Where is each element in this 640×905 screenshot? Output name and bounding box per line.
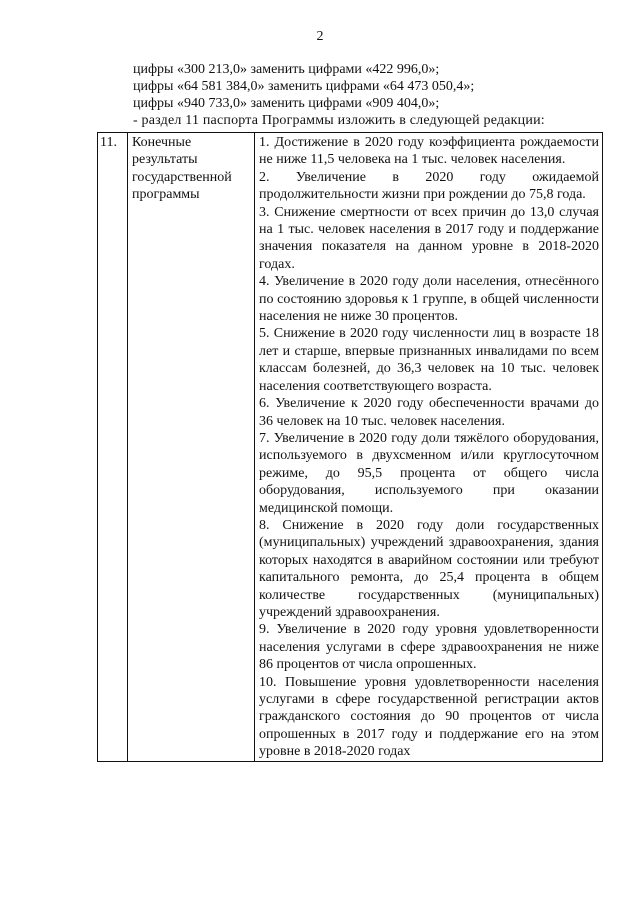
row-number: 11. <box>100 135 117 150</box>
indicator-item: 7. Увеличение в 2020 году доли тяжёлого оборудования, используемого в двухсменном и/или круглосуточном режиме, до 95,5 процента от общего числа оборудования, используемого при оказании медицинской помощи. <box>259 430 599 516</box>
section-name: Конечные результаты государственной программы <box>132 135 232 203</box>
indicator-item: 5. Снижение в 2020 году численности лиц в возрасте 18 лет и старше, впервые признанных инвалидами по всем классам болезней, до 36,3 человек на 10 тыс. человек населения соответствующего возраста. <box>259 326 599 394</box>
amendment-line: цифры «300 213,0» заменить цифрами «422 996,0»; <box>133 62 440 77</box>
program-passport-table <box>97 132 603 762</box>
indicator-item: 2. Увеличение в 2020 году ожидаемой продолжительности жизни при рождении до 75,8 года. <box>259 169 599 203</box>
indicator-item: 6. Увеличение к 2020 году обеспеченности врачами до 36 человек на 10 тыс. человек населения. <box>259 396 599 429</box>
amendment-line: цифры «64 581 384,0» заменить цифрами «64 473 050,4»; <box>133 79 475 94</box>
indicator-item: 3. Снижение смертности от всех причин до 13,0 случая на 1 тыс. человек населения в 2017 году и поддержание значения показателя на данном уровне в 2018-2020 годах. <box>259 204 599 272</box>
section-name-cell <box>128 133 255 762</box>
indicators-cell <box>255 133 603 762</box>
indicator-item: 8. Снижение в 2020 году доли государственных (муниципальных) учреждений здравоохранения, здания которых находятся в аварийном состоянии или требуют капитального ремонта, до 25,4 процента в общем количестве государственных (муниципальных) учреждений здравоохранения. <box>259 517 599 620</box>
row-number-cell <box>98 133 128 762</box>
indicator-item: 10. Повышение уровня удовлетворенности населения услугами в сфере государственной регистрации актов гражданского состояния до 90 процентов от числа опрошенных в 2017 году и поддержание его на этом уровне в 2018-2020 годах <box>259 674 599 760</box>
indicator-item: 1. Достижение в 2020 году коэффициента рождаемости не ниже 11,5 человека на 1 тыс. человек населения. <box>259 135 599 168</box>
amendment-text <box>133 61 603 129</box>
amendment-line: цифры «940 733,0» заменить цифрами «909 404,0»; <box>133 96 440 111</box>
indicator-item: 4. Увеличение в 2020 году доли населения, отнесённого по состоянию здоровья к 1 группе, в общей численности населения не ниже 30 процентов. <box>259 274 599 325</box>
section-intro-line: - раздел 11 паспорта Программы изложить в следующей редакции: <box>133 113 545 128</box>
indicator-item: 9. Увеличение в 2020 году уровня удовлетворенности населения услугами в сфере здравоохранения не ниже 86 процентов от числа опрошенных. <box>259 622 599 673</box>
table-row <box>98 133 603 762</box>
page-number: 2 <box>316 29 324 44</box>
